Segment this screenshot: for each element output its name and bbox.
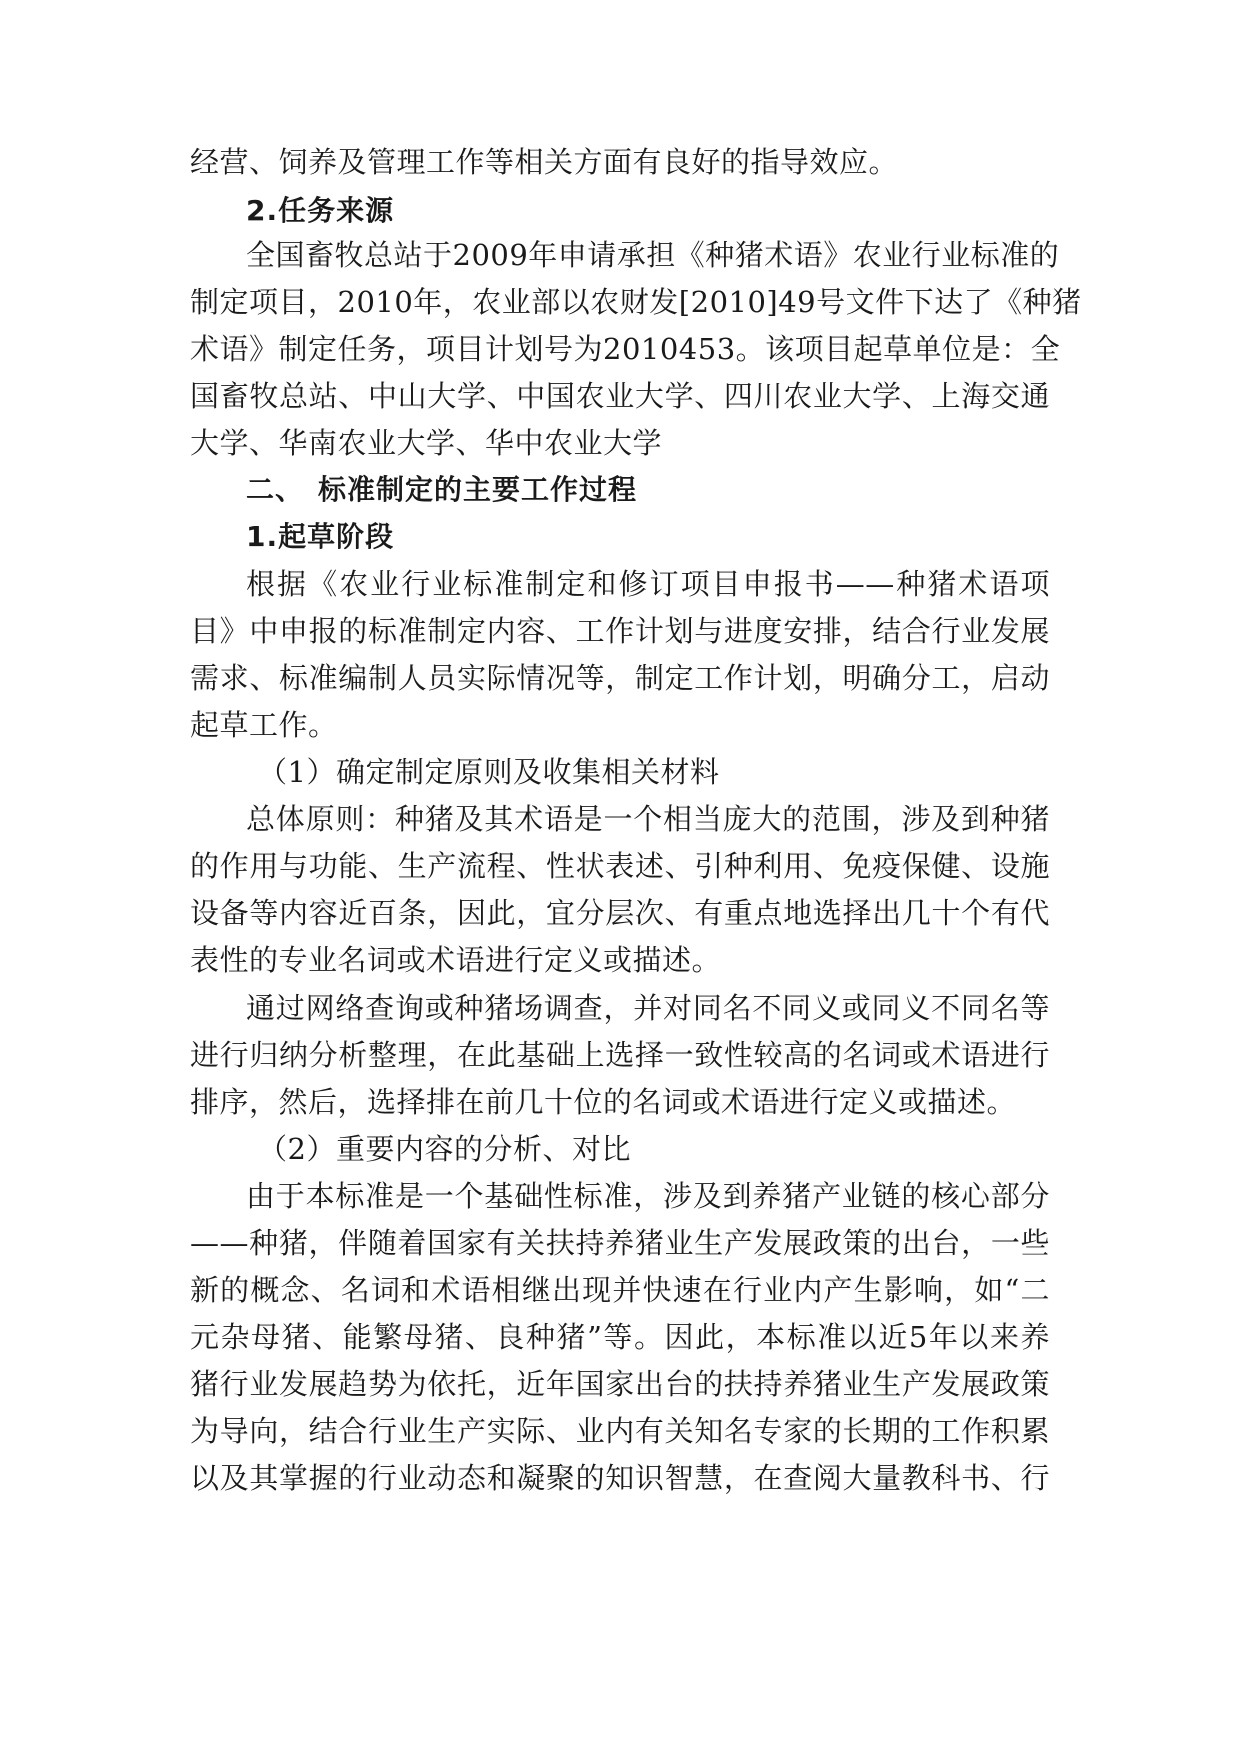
body-text-line: 元杂母猪、能繁母猪、良种猪”等。因此，本标准以近5年以来养 — [190, 1320, 1050, 1354]
body-text-line: 新的概念、名词和术语相继出现并快速在行业内产生影响，如“二 — [190, 1273, 1050, 1307]
body-text-line: 排序，然后，选择排在前几十位的名词或术语进行定义或描述。 — [190, 1085, 1017, 1119]
section-heading-drafting: 1.起草阶段 — [246, 520, 395, 553]
section-heading-work-process — [246, 470, 1050, 510]
body-text-line: 全国畜牧总站于2009年申请承担《种猪术语》农业行业标准的 — [246, 238, 1060, 272]
body-text-line: 为导向，结合行业生产实际、业内有关知名专家的长期的工作积累 — [190, 1414, 1050, 1448]
body-text-line: 目》中申报的标准制定内容、工作计划与进度安排，结合行业发展 — [190, 614, 1050, 648]
section-heading-number: 二、 — [246, 473, 305, 506]
body-text-line: 大学、华南农业大学、华中农业大学 — [190, 426, 663, 460]
body-text-line: ——种猪，伴随着国家有关扶持养猪业生产发展政策的出台，一些 — [190, 1226, 1050, 1260]
body-text-line: 术语》制定任务，项目计划号为2010453。该项目起草单位是：全 — [190, 332, 1061, 366]
body-text-line: 由于本标准是一个基础性标准，涉及到养猪产业链的核心部分 — [246, 1179, 1050, 1213]
body-text-line: 表性的专业名词或术语进行定义或描述。 — [190, 943, 722, 977]
body-text-line: 设备等内容近百条，因此，宜分层次、有重点地选择出几十个有代 — [190, 896, 1050, 930]
subsection-heading-analysis: （2）重要内容的分析、对比 — [258, 1132, 631, 1166]
body-text-line: 需求、标准编制人员实际情况等，制定工作计划，明确分工，启动 — [190, 661, 1050, 695]
body-text-line: 国畜牧总站、中山大学、中国农业大学、四川农业大学、上海交通 — [190, 379, 1050, 413]
subsection-heading-principles: （1）确定制定原则及收集相关材料 — [258, 755, 720, 789]
section-heading-title: 标准制定的主要工作过程 — [318, 473, 638, 506]
body-text-line: 以及其掌握的行业动态和凝聚的知识智慧，在查阅大量教科书、行 — [190, 1461, 1050, 1495]
body-text-line: 根据《农业行业标准制定和修订项目申报书——种猪术语项 — [246, 567, 1050, 601]
body-text-line: 通过网络查询或种猪场调查，并对同名不同义或同义不同名等 — [246, 991, 1050, 1025]
body-text-line: 的作用与功能、生产流程、性状表述、引种利用、免疫保健、设施 — [190, 849, 1050, 883]
body-text-line: 总体原则：种猪及其术语是一个相当庞大的范围，涉及到种猪 — [246, 802, 1050, 836]
body-text-line: 起草工作。 — [190, 708, 338, 742]
body-text-line: 经营、饲养及管理工作等相关方面有良好的指导效应。 — [190, 145, 899, 179]
body-text-line: 制定项目，2010年，农业部以农财发[2010]49号文件下达了《种猪 — [190, 285, 1082, 319]
section-heading-task-source: 2.任务来源 — [246, 194, 395, 227]
body-text-line: 猪行业发展趋势为依托，近年国家出台的扶持养猪业生产发展政策 — [190, 1367, 1050, 1401]
body-text-line: 进行归纳分析整理，在此基础上选择一致性较高的名词或术语进行 — [190, 1038, 1050, 1072]
